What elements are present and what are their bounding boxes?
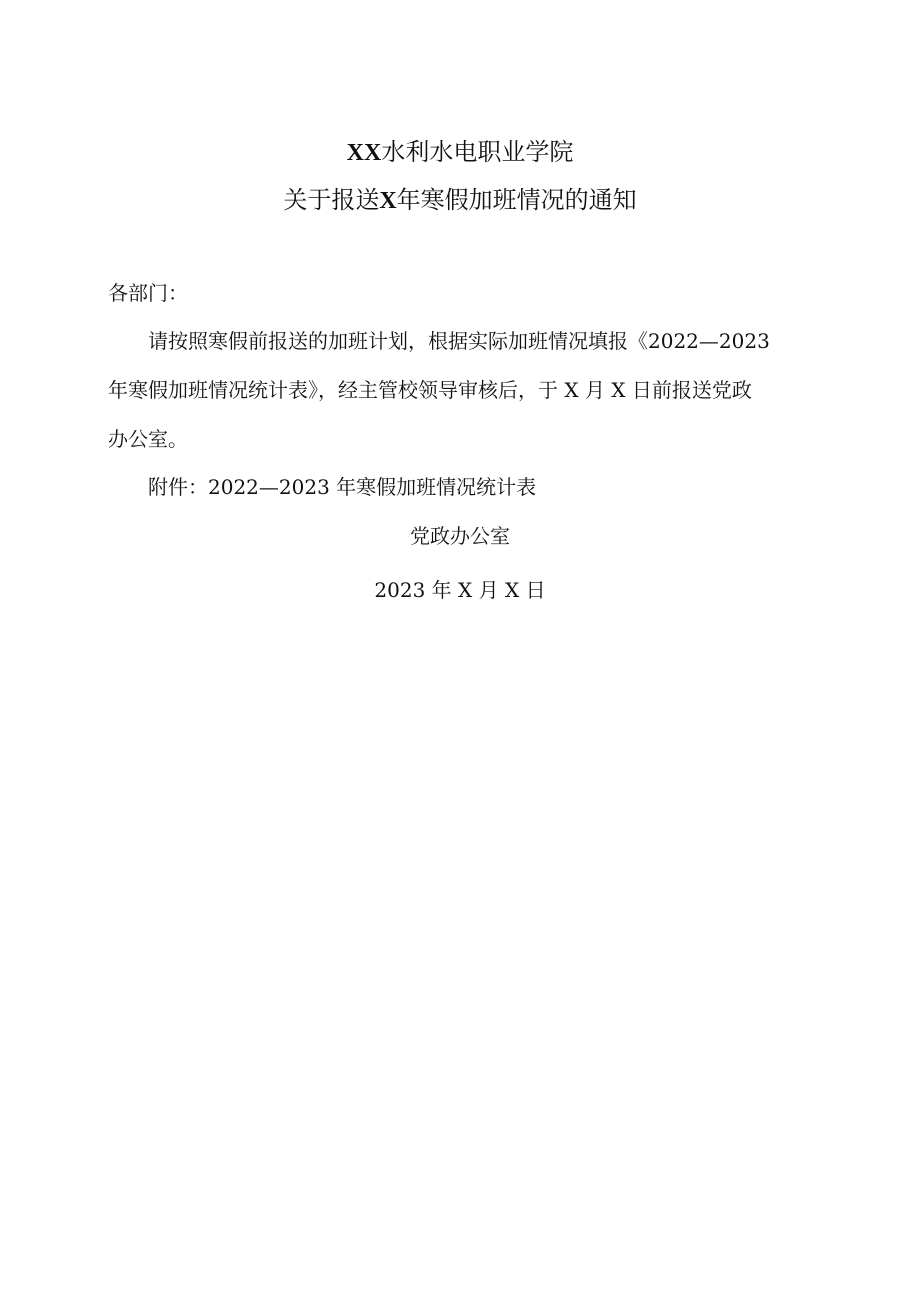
- salutation: 各部门：: [108, 281, 188, 305]
- title-institution: 水利水电职业学院: [381, 138, 574, 166]
- paragraph-line-1: 请按照寒假前报送的加班计划，根据实际加班情况填报《2022—2023: [148, 329, 770, 353]
- attachment-note: 附件：2022—2023 年寒假加班情况统计表: [148, 475, 537, 499]
- signature-date: 2023 年 X 月 X 日: [374, 578, 546, 602]
- title-part-a: 关于报送: [283, 186, 380, 214]
- paragraph-line-3: 办公室。: [108, 427, 188, 451]
- document-title-line-2: [0, 184, 920, 217]
- title-part-c: 年寒假加班情况的通知: [396, 186, 637, 214]
- title-prefix: XX: [346, 140, 382, 166]
- paragraph-line-2: 年寒假加班情况统计表》，经主管校领导审核后，于 X 月 X 日前报送党政: [108, 378, 752, 402]
- title-part-b: X: [379, 188, 397, 214]
- signature-department: 党政办公室: [410, 524, 510, 548]
- document-title-line-1: [0, 136, 920, 169]
